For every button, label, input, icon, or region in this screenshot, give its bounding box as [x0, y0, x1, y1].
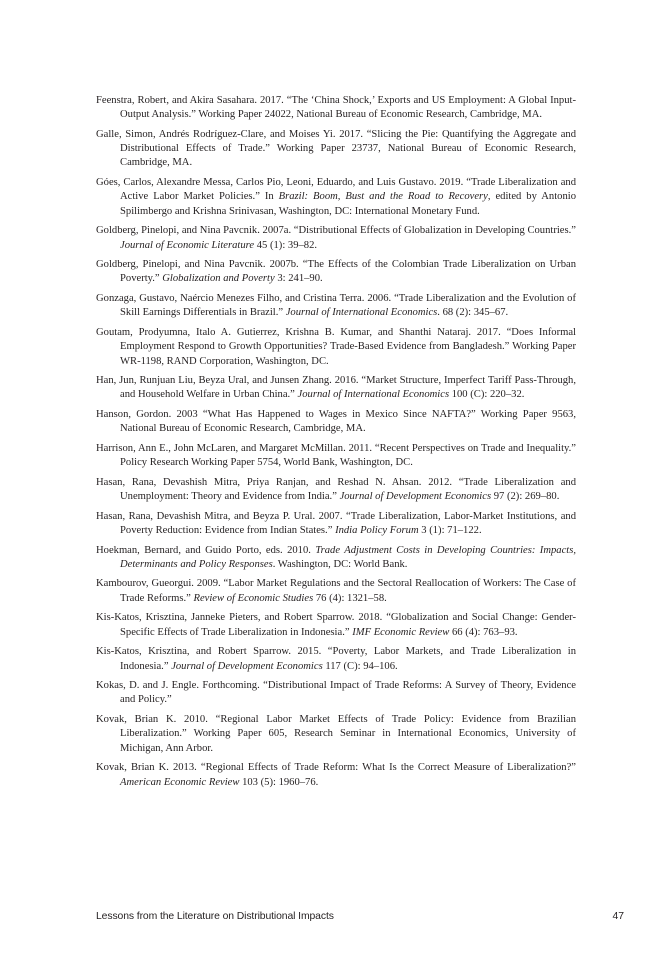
reference-entry [96, 176, 576, 219]
reference-text: 103 (5): 1960–76. [239, 776, 319, 788]
reference-text: Han, Jun, Runjuan Liu, Beyza Ural, and Junsen Zhang. 2016. “Market Structure, Imperfect Tariff Pass-Through, and Household Welfare in Urban China.” [96, 375, 576, 401]
reference-text: Hoekman, Bernard, and Guido Porto, eds. 2010. [96, 544, 316, 556]
reference-text: Kis-Katos, Krisztina, Janneke Pieters, and Robert Sparrow. 2018. “Globalization and Social Change: Gender-Specific Effects of Trade Liberalization in Indonesia.” [96, 612, 576, 638]
reference-entry [96, 611, 576, 640]
reference-entry [96, 292, 576, 321]
reference-title-italic: Trade Adjustment Costs in Developing Countries: Impacts, Determinants and Policy Responses [120, 544, 576, 570]
reference-title-italic: Review of Economic Studies [193, 592, 314, 604]
reference-text: Kambourov, Gueorgui. 2009. “Labor Market Regulations and the Sectoral Reallocation of Workers: The Case of Trade Reforms.” [96, 578, 576, 604]
reference-text: Feenstra, Robert, and Akira Sasahara. 2017. “The ‘China Shock,’ Exports and US Employment: A Global Input-Output Analysis.” Working Paper 24022, National Bureau of Economic Research, Cambridge, MA. [96, 95, 576, 121]
reference-title-italic: American Economic Review [120, 776, 240, 788]
reference-text: Hanson, Gordon. 2003 “What Has Happened to Wages in Mexico Since NAFTA?” Working Paper 9563, National Bureau of Economic Research, Cambridge, MA. [96, 409, 576, 435]
reference-entry [96, 94, 576, 123]
reference-text: , edited by Antonio Spilimbergo and Krishna Srinivasan, Washington, DC: International Monetary Fund. [120, 191, 576, 217]
reference-entry [96, 442, 576, 471]
reference-entry [96, 326, 576, 369]
reference-text: 3 (1): 71–122. [418, 524, 482, 536]
reference-title-italic: Journal of Economic Literature [120, 239, 255, 251]
reference-title-italic: Journal of Development Economics [339, 491, 492, 503]
reference-text: Kovak, Brian K. 2013. “Regional Effects of Trade Reform: What Is the Correct Measure of Liberalization?” [96, 762, 576, 774]
reference-text: Harrison, Ann E., John McLaren, and Margaret McMillan. 2011. “Recent Perspectives on Trade and Inequality.” Policy Research Working Paper 5754, World Bank, Washington, DC. [96, 442, 576, 469]
reference-text: 97 (2): 269–80. [491, 491, 560, 503]
reference-text: Goutam, Prodyumna, Italo A. Gutierrez, Krishna B. Kumar, and Shanthi Nataraj. 2017. “Does Informal Employment Respond to Growth Opportunities? Trade-Based Evidence from Bangladesh.” Working Paper WR-1198, RAND Corporation, Washington, DC. [96, 326, 576, 367]
reference-entry [96, 544, 576, 573]
reference-text: 117 (C): 94–106. [322, 660, 398, 672]
reference-entry [96, 679, 576, 708]
reference-text: 76 (4): 1321–58. [313, 592, 387, 604]
reference-entry [96, 713, 576, 756]
reference-text: Kovak, Brian K. 2010. “Regional Labor Market Effects of Trade Policy: Evidence from Brazilian Liberalization.” Working Paper 605, Research Seminar in International Economics, University of Michigan, Ann Arbor. [96, 714, 576, 754]
reference-text: Goldberg, Pinelopi, and Nina Pavcnik. 2007a. “Distributional Effects of Globalization in Developing Countries.” [96, 225, 576, 237]
reference-text: Hasan, Rana, Devashish Mitra, Priya Ranjan, and Reshad N. Ahsan. 2012. “Trade Liberalization and Unemployment: Theory and Evidence from India.” [96, 476, 576, 503]
reference-list [96, 94, 576, 795]
reference-text: Kis-Katos, Krisztina, and Robert Sparrow. 2015. “Poverty, Labor Markets, and Trade Liberalization in Indonesia.” [96, 646, 576, 672]
reference-title-italic: Journal of Development Economics [171, 660, 323, 672]
reference-text: 3: 241–90. [274, 273, 323, 285]
footer-title: Lessons from the Literature on Distributional Impacts [96, 911, 334, 922]
reference-entry [96, 408, 576, 437]
reference-title-italic: Brazil: Boom, Bust and the Road to Recovery [278, 191, 488, 203]
reference-entry [96, 577, 576, 606]
reference-text: 45 (1): 39–82. [254, 239, 318, 251]
reference-entry [96, 761, 576, 790]
reference-title-italic: Journal of International Economics [297, 389, 450, 401]
reference-entry [96, 258, 576, 287]
page-number: 47 [612, 911, 624, 922]
reference-text: . Washington, DC: World Bank. [272, 558, 408, 570]
reference-text: Galle, Simon, Andrés Rodríguez-Clare, and Moises Yi. 2017. “Slicing the Pie: Quantifying the Aggregate and Distributional Effects of Trade.” Working Paper 23737, National Bureau of Economic Research, Cambridge, MA. [96, 128, 576, 169]
reference-text: . 68 (2): 345–67. [437, 307, 509, 319]
reference-title-italic: IMF Economic Review [352, 626, 450, 638]
reference-text: Goldberg, Pinelopi, and Nina Pavcnik. 2007b. “The Effects of the Colombian Trade Liberalization on Urban Poverty.” [96, 259, 576, 285]
reference-text: 100 (C): 220–32. [449, 389, 525, 401]
reference-entry [96, 128, 576, 171]
reference-text: Kokas, D. and J. Engle. Forthcoming. “Distributional Impact of Trade Reforms: A Survey of Theory, Evidence and Policy.” [96, 680, 576, 706]
reference-text: 66 (4): 763–93. [449, 626, 518, 638]
reference-text: Hasan, Rana, Devashish Mitra, and Beyza P. Ural. 2007. “Trade Liberalization, Labor-Market Institutions, and Poverty Reduction: Evidence from Indian States.” [96, 510, 576, 536]
reference-title-italic: Journal of International Economics [285, 307, 438, 319]
reference-title-italic: India Policy Forum [335, 524, 419, 536]
reference-text: Góes, Carlos, Alexandre Messa, Carlos Pio, Leoni, Eduardo, and Luis Gustavo. 2019. “Trade Liberalization and Active Labor Market Policies.” In [96, 177, 576, 203]
reference-entry [96, 476, 576, 505]
reference-title-italic: Globalization and Poverty [162, 273, 275, 285]
reference-entry [96, 374, 576, 403]
reference-entry [96, 510, 576, 539]
reference-entry [96, 645, 576, 674]
reference-entry [96, 224, 576, 253]
reference-text: Gonzaga, Gustavo, Naércio Menezes Filho, and Cristina Terra. 2006. “Trade Liberalization and the Evolution of Skill Earnings Differentials in Brazil.” [96, 293, 576, 319]
